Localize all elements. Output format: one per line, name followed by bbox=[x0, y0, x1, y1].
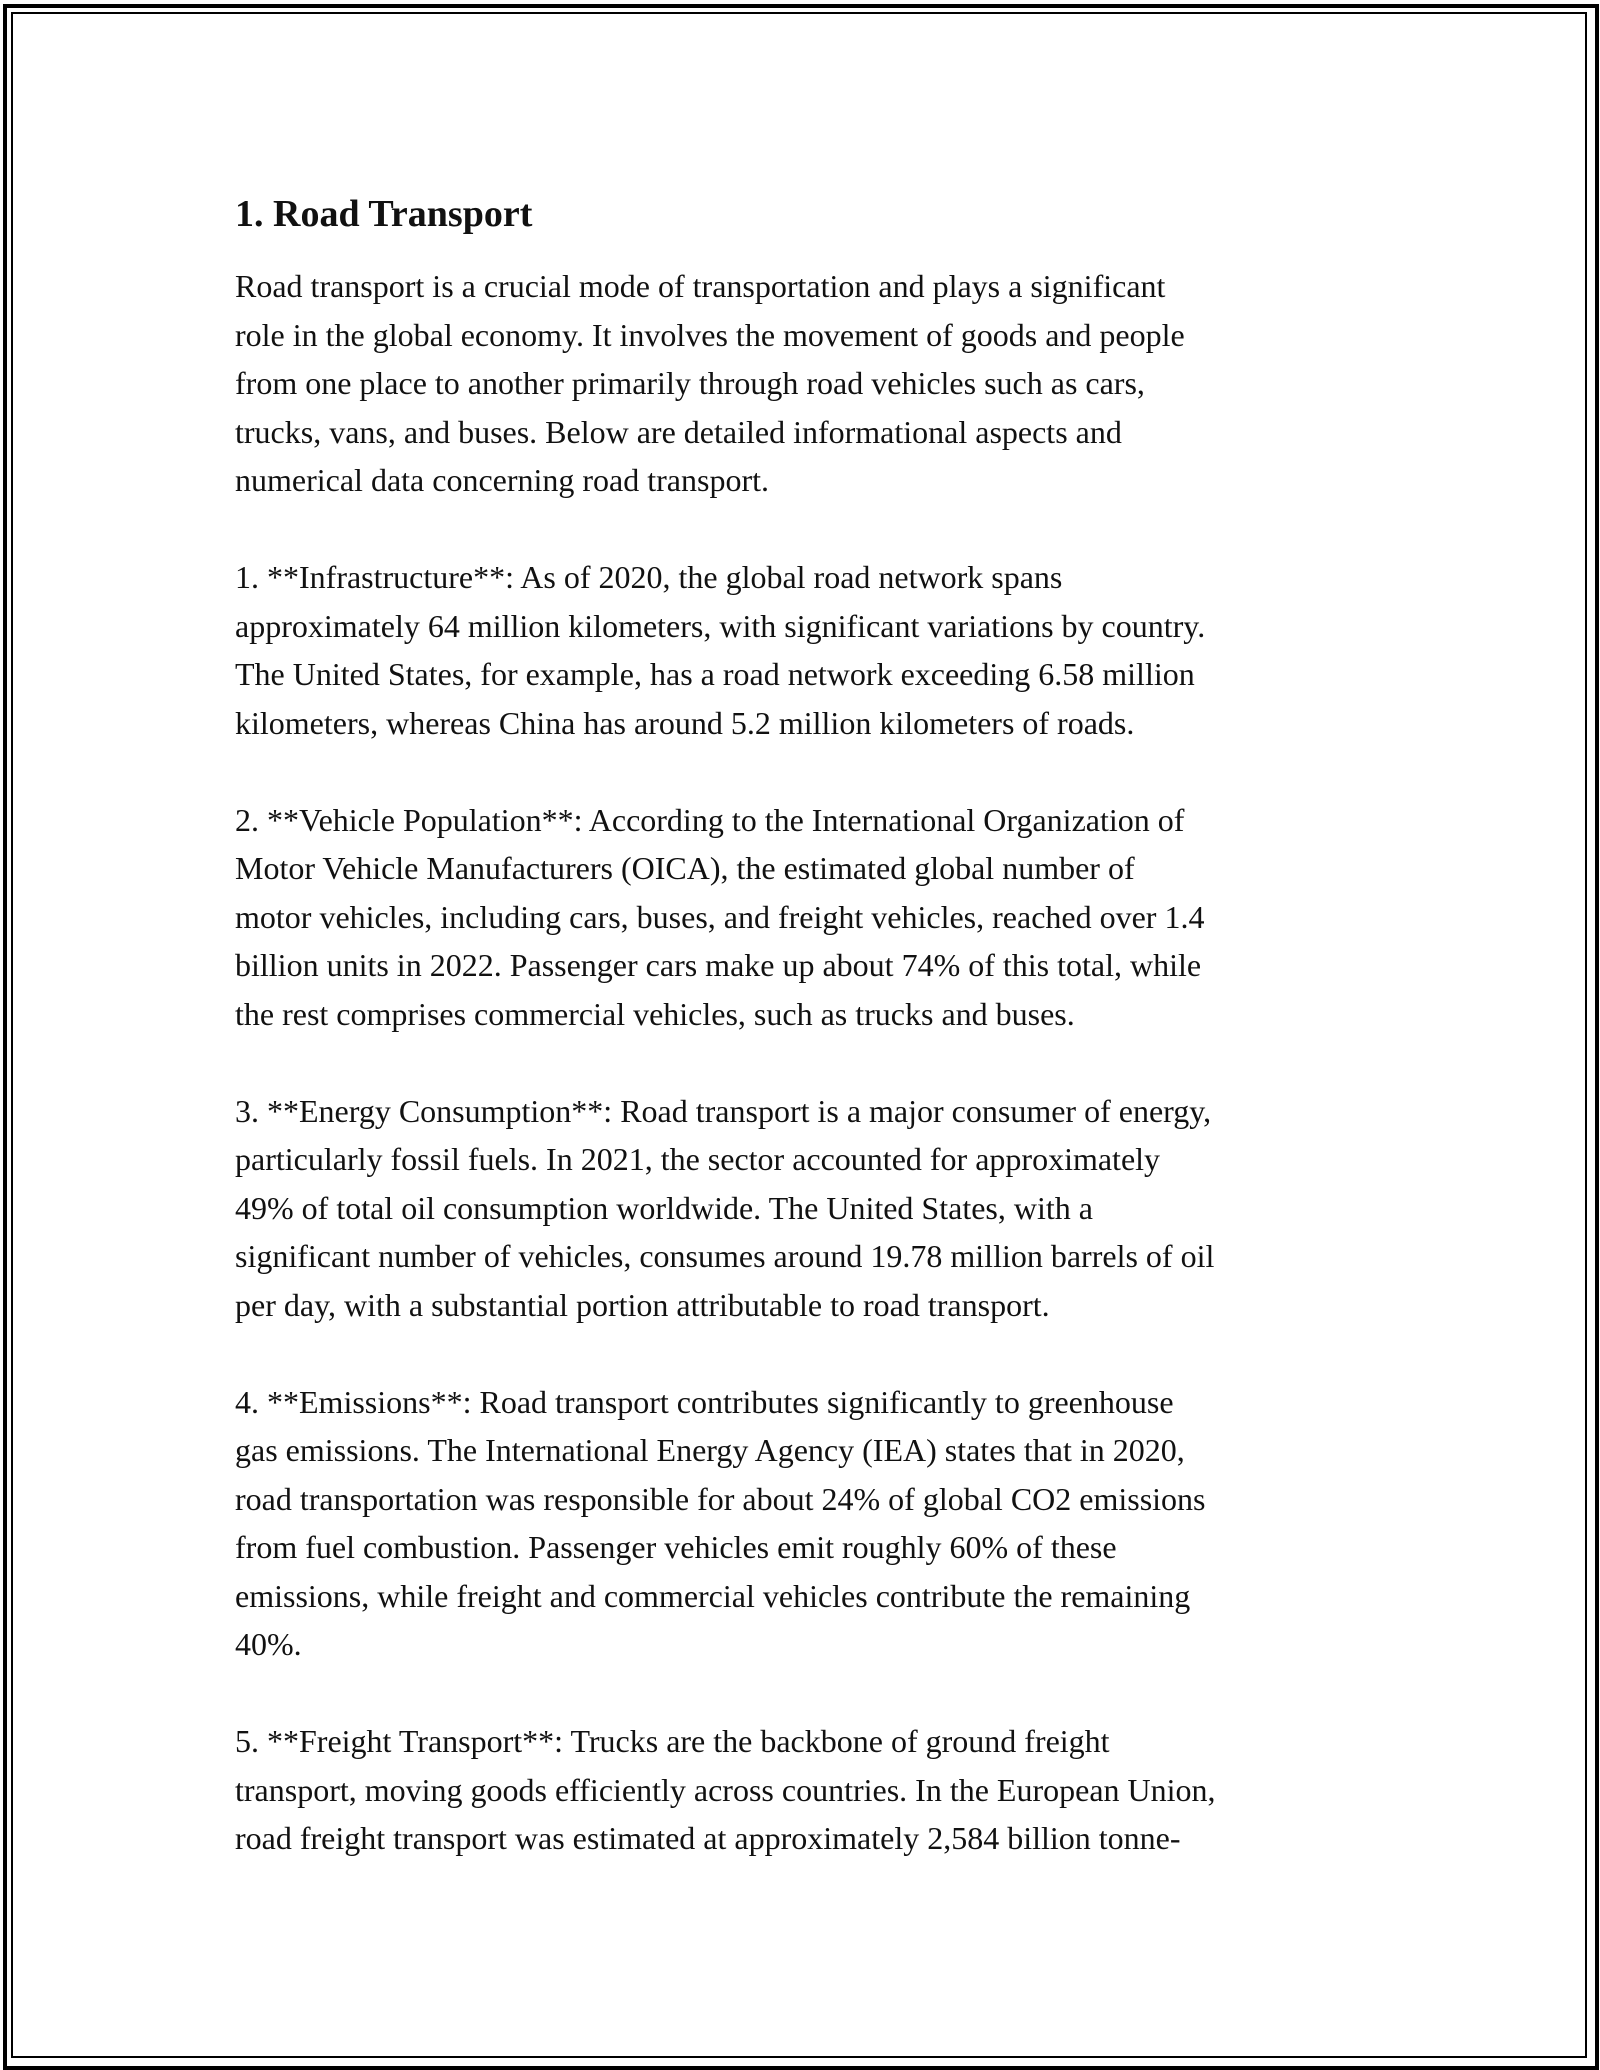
infrastructure-paragraph: 1. **Infrastructure**: As of 2020, the global road network spans approximately 64 million kilometers, with significant variations by country. The United States, for example, has a road network exceeding 6.58 million kilometers, whereas China has around 5.2 million kilometers of roads. bbox=[235, 559, 1206, 741]
section-heading: 1. Road Transport bbox=[235, 193, 533, 235]
document-body bbox=[235, 186, 1370, 1863]
intro-paragraph: Road transport is a crucial mode of transportation and plays a significant role in the global economy. It involves the movement of goods and people from one place to another primarily through road vehicles such as cars, trucks, vans, and buses. Below are detailed informational aspects and numerical data concerning road transport. bbox=[235, 268, 1185, 498]
emissions-paragraph: 4. **Emissions**: Road transport contributes significantly to greenhouse gas emissions. The International Energy Agency (IEA) states that in 2020, road transportation was responsible for about 24% of global CO2 emissions from fuel combustion. Passenger vehicles emit roughly 60% of these emissions, while freight and commercial vehicles contribute the remaining 40%. bbox=[235, 1383, 1206, 1662]
vehicle-population-paragraph: 2. **Vehicle Population**: According to the International Organization of Motor Vehicle Manufacturers (OICA), the estimated global number of motor vehicles, including cars, buses, and freight vehicles, reached over 1.4 billion units in 2022. Passenger cars make up about 74% of this total, while the rest comprises commercial vehicles, such as trucks and buses. bbox=[235, 801, 1205, 1032]
freight-transport-paragraph: 5. **Freight Transport**: Trucks are the backbone of ground freight transport, moving goods efficiently across countries. In the European Union, road freight transport was estimated at approximately 2,584 billion tonne- bbox=[235, 1723, 1216, 1856]
energy-consumption-paragraph: 3. **Energy Consumption**: Road transport is a major consumer of energy, particularly fossil fuels. In 2021, the sector accounted for approximately 49% of total oil consumption worldwide. The United States, with a significant number of vehicles, consumes around 19.78 million barrels of oil per day, with a substantial portion attributable to road transport. bbox=[235, 1092, 1215, 1323]
